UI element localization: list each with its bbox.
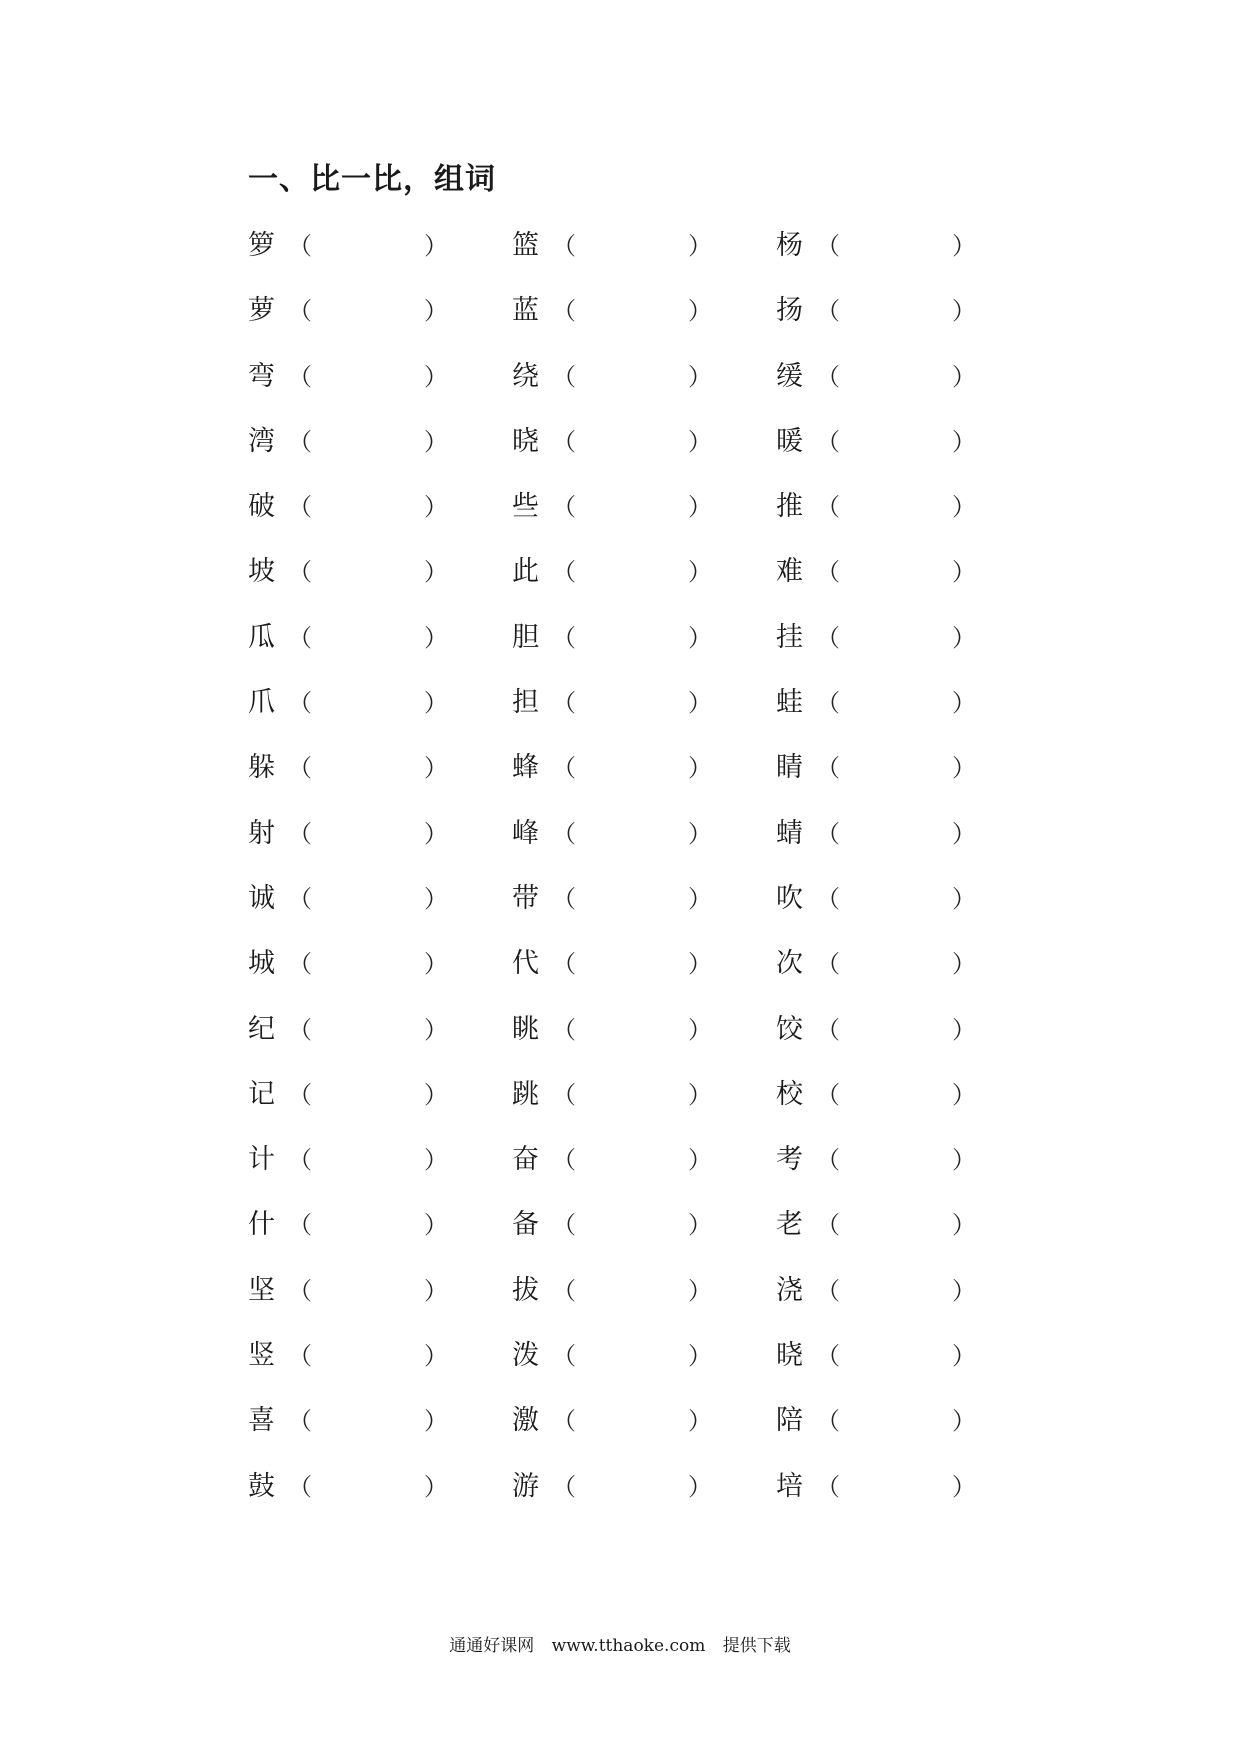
word-row [248,1010,988,1075]
target-character: 蓝 [512,295,539,327]
answer-blank-close: ） [688,493,712,522]
answer-blank-close: ） [952,1080,976,1109]
word-item [248,226,448,266]
target-character: 代 [512,948,539,980]
target-character: 杨 [776,230,803,261]
word-row [248,618,988,683]
answer-blank-close: ） [952,1472,976,1501]
word-item [776,1075,976,1115]
answer-blank-open[interactable]: （ [288,558,312,587]
target-character: 城 [248,948,275,980]
section-heading: 一、比一比，组词 [248,162,496,197]
answer-blank-close: ） [424,1472,448,1501]
answer-blank-close: ） [424,362,448,391]
answer-blank-open[interactable]: （ [552,362,576,391]
answer-blank-open[interactable]: （ [288,754,312,783]
target-character: 挂 [776,621,803,653]
word-item [248,1075,448,1115]
target-character: 陪 [776,1405,803,1437]
word-item [248,748,448,788]
target-character: 备 [512,1209,539,1241]
word-item [248,1336,448,1376]
answer-blank-open[interactable]: （ [816,1276,840,1305]
answer-blank-close: ） [688,427,712,456]
target-character: 暖 [776,425,803,457]
target-character: 扬 [776,295,803,327]
word-row [248,1336,988,1401]
target-character: 纪 [248,1013,275,1045]
target-character: 跳 [512,1078,539,1110]
answer-blank-open[interactable]: （ [288,1342,312,1371]
answer-blank-open[interactable]: （ [816,493,840,522]
answer-blank-close: ） [688,1276,712,1305]
answer-blank-open[interactable]: （ [816,1342,840,1371]
answer-blank-open[interactable]: （ [288,819,312,848]
word-item [512,552,712,592]
target-character: 泼 [512,1340,539,1372]
word-item [248,1205,448,1245]
word-item [512,618,712,658]
answer-blank-open[interactable]: （ [816,297,840,326]
answer-blank-close: ） [424,1211,448,1240]
word-item [248,879,448,919]
answer-blank-close: ） [952,950,976,979]
answer-blank-open[interactable]: （ [552,689,576,718]
answer-blank-open[interactable]: （ [552,623,576,652]
word-item [776,683,976,723]
word-item [776,814,976,854]
word-item [776,1205,976,1245]
answer-blank-close: ） [424,232,448,260]
footer [0,1634,1240,1658]
target-character: 计 [248,1144,275,1176]
answer-blank-close: ） [424,819,448,848]
target-character: 湾 [248,425,275,457]
answer-blank-open[interactable]: （ [816,427,840,456]
word-item [248,1401,448,1441]
target-character: 晓 [776,1340,803,1372]
target-character: 拔 [512,1274,539,1306]
target-character: 蜂 [512,752,539,784]
answer-blank-close: ） [688,1342,712,1371]
answer-blank-open[interactable]: （ [288,232,312,260]
answer-blank-open[interactable]: （ [552,427,576,456]
answer-blank-open[interactable]: （ [552,232,576,260]
word-item [248,487,448,527]
target-character: 竖 [248,1340,275,1372]
answer-blank-close: ） [688,689,712,718]
footer-site-name: 通通好课网 [449,1636,535,1656]
word-item [776,879,976,919]
answer-blank-open[interactable]: （ [816,623,840,652]
target-character: 此 [512,556,539,588]
word-item [512,1140,712,1180]
word-item [248,357,448,397]
answer-blank-open[interactable]: （ [816,819,840,848]
word-item [512,879,712,919]
answer-blank-close: ） [952,558,976,587]
answer-blank-open[interactable]: （ [816,1472,840,1501]
word-item [776,944,976,984]
target-character: 浇 [776,1274,803,1306]
answer-blank-close: ） [952,754,976,783]
word-item [512,1271,712,1311]
target-character: 老 [776,1209,803,1241]
word-item [776,487,976,527]
answer-blank-close: ） [424,950,448,979]
word-item [512,357,712,397]
answer-blank-open[interactable]: （ [288,1080,312,1109]
word-row [248,1205,988,1270]
word-item [248,422,448,462]
word-item [776,357,976,397]
answer-blank-close: ） [688,1146,712,1175]
answer-blank-close: ） [688,623,712,652]
word-row [248,226,988,291]
answer-blank-close: ） [424,558,448,587]
target-character: 难 [776,556,803,588]
answer-blank-close: ） [688,1211,712,1240]
answer-blank-open[interactable]: （ [816,1080,840,1109]
answer-blank-open[interactable]: （ [288,1276,312,1305]
answer-blank-open[interactable]: （ [552,1472,576,1501]
answer-blank-close: ） [688,819,712,848]
target-character: 峰 [512,817,539,849]
answer-blank-open[interactable]: （ [288,1407,312,1436]
word-item [776,1271,976,1311]
answer-blank-open[interactable]: （ [288,1015,312,1044]
answer-blank-open[interactable]: （ [288,623,312,652]
answer-blank-close: ） [688,362,712,391]
word-row [248,1140,988,1205]
answer-blank-open[interactable]: （ [552,297,576,326]
answer-blank-open[interactable]: （ [288,884,312,913]
target-character: 躲 [248,752,275,784]
word-item [512,487,712,527]
answer-blank-open[interactable]: （ [552,558,576,587]
target-character: 些 [512,491,539,523]
answer-blank-open[interactable]: （ [552,754,576,783]
word-item [776,1401,976,1441]
target-character: 激 [512,1405,539,1437]
word-item [512,1336,712,1376]
answer-blank-close: ） [424,1146,448,1175]
target-character: 推 [776,491,803,523]
answer-blank-close: ） [688,1015,712,1044]
word-row [248,944,988,1009]
word-item [248,1010,448,1050]
word-item [248,944,448,984]
word-item [248,1271,448,1311]
target-character: 考 [776,1144,803,1176]
answer-blank-open[interactable]: （ [552,1407,576,1436]
answer-blank-open[interactable]: （ [552,493,576,522]
target-character: 什 [248,1209,275,1241]
answer-blank-close: ） [424,1276,448,1305]
answer-blank-close: ） [424,1342,448,1371]
answer-blank-open[interactable]: （ [552,1211,576,1240]
answer-blank-open[interactable]: （ [816,232,840,260]
word-item [512,683,712,723]
word-item [512,1205,712,1245]
target-character: 饺 [776,1013,803,1045]
word-item [512,1010,712,1050]
target-character: 坡 [248,556,275,588]
target-character: 蜻 [776,817,803,849]
target-character: 瓜 [248,621,275,653]
answer-blank-open[interactable]: （ [552,819,576,848]
answer-blank-open[interactable]: （ [552,1342,576,1371]
answer-blank-close: ） [688,232,712,260]
word-item [776,291,976,331]
answer-blank-close: ） [424,689,448,718]
answer-blank-close: ） [424,1407,448,1436]
answer-blank-close: ） [952,427,976,456]
answer-blank-close: ） [952,1211,976,1240]
target-character: 胆 [512,621,539,653]
answer-blank-close: ） [952,1342,976,1371]
answer-blank-close: ） [424,1015,448,1044]
target-character: 奋 [512,1144,539,1176]
answer-blank-open[interactable]: （ [288,950,312,979]
answer-blank-close: ） [424,297,448,326]
target-character: 弯 [248,360,275,392]
answer-blank-open[interactable]: （ [552,1015,576,1044]
answer-blank-close: ） [952,623,976,652]
answer-blank-close: ） [688,297,712,326]
target-character: 带 [512,882,539,914]
word-item [248,814,448,854]
answer-blank-open[interactable]: （ [552,1276,576,1305]
word-item [512,944,712,984]
target-character: 箩 [248,230,275,261]
answer-blank-open[interactable]: （ [816,884,840,913]
target-character: 绕 [512,360,539,392]
answer-blank-open[interactable]: （ [552,884,576,913]
word-item [776,618,976,658]
word-item [776,1010,976,1050]
target-character: 篮 [512,230,539,261]
answer-blank-open[interactable]: （ [816,1211,840,1240]
answer-blank-close: ） [424,884,448,913]
answer-blank-open[interactable]: （ [288,1472,312,1501]
target-character: 培 [776,1470,803,1502]
word-grid [248,226,988,1532]
answer-blank-open[interactable]: （ [288,689,312,718]
answer-blank-close: ） [952,1407,976,1436]
word-item [512,1467,712,1507]
answer-blank-close: ） [952,884,976,913]
answer-blank-open[interactable]: （ [816,754,840,783]
word-item [776,422,976,462]
answer-blank-open[interactable]: （ [816,689,840,718]
target-character: 诚 [248,882,275,914]
target-character: 坚 [248,1274,275,1306]
target-character: 萝 [248,295,275,327]
answer-blank-close: ） [688,1472,712,1501]
word-item [248,291,448,331]
answer-blank-close: ） [952,1015,976,1044]
answer-blank-close: ） [688,950,712,979]
target-character: 射 [248,817,275,849]
word-row [248,748,988,813]
word-item [248,1467,448,1507]
word-item [776,1336,976,1376]
answer-blank-close: ） [688,558,712,587]
answer-blank-open[interactable]: （ [288,297,312,326]
footer-note: 提供下载 [722,1636,791,1656]
answer-blank-open[interactable]: （ [816,1015,840,1044]
word-item [248,1140,448,1180]
word-item [248,618,448,658]
target-character: 蛙 [776,687,803,719]
answer-blank-open[interactable]: （ [552,1080,576,1109]
target-character: 担 [512,687,539,719]
answer-blank-close: ） [952,819,976,848]
word-item [512,1401,712,1441]
word-item [776,226,976,266]
word-row [248,422,988,487]
answer-blank-open[interactable]: （ [816,558,840,587]
answer-blank-close: ） [688,1080,712,1109]
answer-blank-open[interactable]: （ [288,362,312,391]
word-item [248,552,448,592]
answer-blank-close: ） [952,232,976,260]
target-character: 记 [248,1078,275,1110]
target-character: 喜 [248,1405,275,1437]
target-character: 眺 [512,1013,539,1045]
word-item [776,748,976,788]
word-row [248,1271,988,1336]
word-row [248,683,988,748]
word-item [512,226,712,266]
target-character: 次 [776,948,803,980]
answer-blank-close: ） [688,754,712,783]
word-item [776,1467,976,1507]
answer-blank-close: ） [424,623,448,652]
answer-blank-open[interactable]: （ [816,950,840,979]
answer-blank-close: ） [424,427,448,456]
answer-blank-open[interactable]: （ [552,1146,576,1175]
word-row [248,1467,988,1532]
word-row [248,487,988,552]
answer-blank-open[interactable]: （ [816,1146,840,1175]
word-row [248,552,988,617]
answer-blank-close: ） [952,1276,976,1305]
word-item [512,814,712,854]
answer-blank-close: ） [688,884,712,913]
word-item [512,422,712,462]
word-row [248,814,988,879]
target-character: 游 [512,1470,539,1502]
footer-url[interactable]: www.tthaoke.com [551,1636,706,1656]
answer-blank-close: ） [424,754,448,783]
target-character: 晓 [512,425,539,457]
target-character: 吹 [776,882,803,914]
answer-blank-close: ） [424,493,448,522]
answer-blank-open[interactable]: （ [816,1407,840,1436]
answer-blank-close: ） [952,493,976,522]
word-row [248,879,988,944]
answer-blank-close: ） [952,362,976,391]
word-item [512,748,712,788]
word-row [248,1075,988,1140]
answer-blank-close: ） [952,1146,976,1175]
answer-blank-open[interactable]: （ [288,1211,312,1240]
word-row [248,291,988,356]
answer-blank-close: ） [688,1407,712,1436]
word-item [248,683,448,723]
answer-blank-open[interactable]: （ [288,427,312,456]
target-character: 鼓 [248,1470,275,1502]
word-row [248,357,988,422]
word-item [776,552,976,592]
word-item [512,1075,712,1115]
target-character: 睛 [776,752,803,784]
answer-blank-open[interactable]: （ [552,950,576,979]
answer-blank-open[interactable]: （ [288,493,312,522]
answer-blank-open[interactable]: （ [288,1146,312,1175]
word-row [248,1401,988,1466]
answer-blank-close: ） [952,297,976,326]
target-character: 破 [248,491,275,523]
answer-blank-close: ） [952,689,976,718]
answer-blank-close: ） [424,1080,448,1109]
target-character: 校 [776,1078,803,1110]
answer-blank-open[interactable]: （ [816,362,840,391]
word-item [512,291,712,331]
word-item [776,1140,976,1180]
target-character: 缓 [776,360,803,392]
target-character: 爪 [248,687,275,719]
